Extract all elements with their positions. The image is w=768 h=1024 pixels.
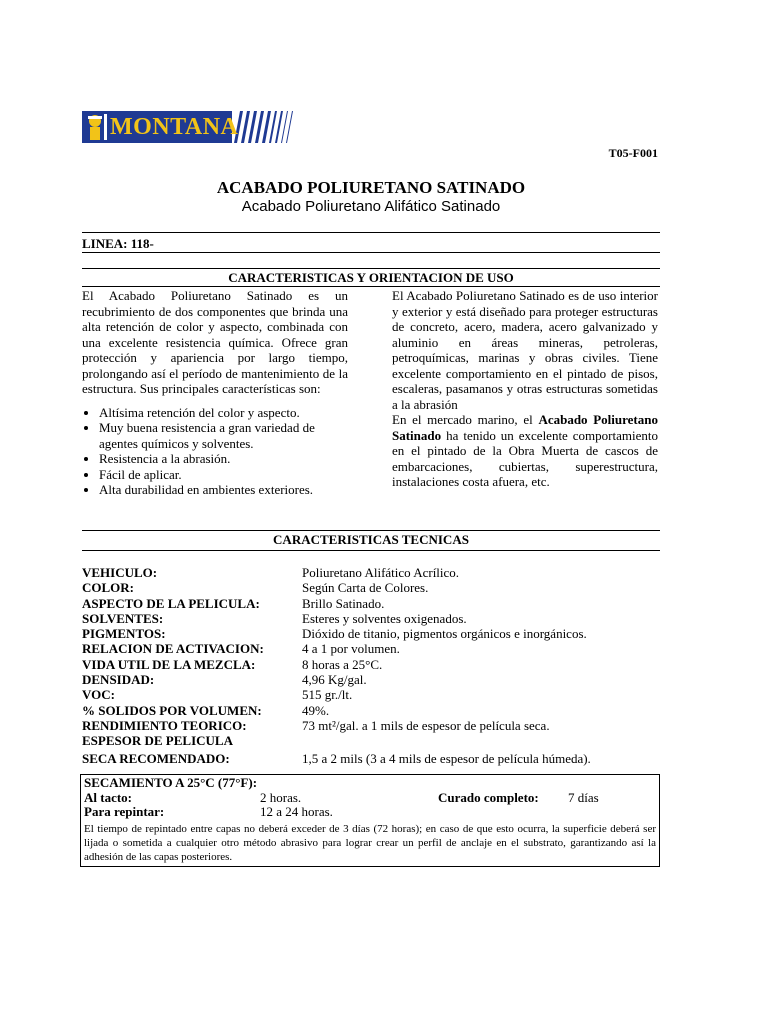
marine-product-name: Acabado Poliuretano Satinado: [392, 412, 658, 443]
divider: [82, 268, 660, 269]
spec-row: [82, 565, 660, 580]
repintar-value: 12 a 24 horas.: [260, 804, 333, 819]
usage-marine: [392, 412, 658, 490]
spec-label: COLOR:: [82, 580, 134, 596]
brand-name: MONTANA: [110, 114, 239, 140]
curado-label: Curado completo:: [438, 789, 539, 805]
spec-row: [82, 580, 660, 595]
spec-label: VOC:: [82, 687, 115, 703]
product-title: ACABADO POLIURETANO SATINADO: [216, 178, 526, 197]
spec-label: SECA RECOMENDADO:: [82, 750, 230, 766]
divider: [82, 252, 660, 253]
spec-value: 1,5 a 2 mils (3 a 4 mils de espesor de película húmeda).: [302, 750, 591, 766]
spec-label: % SOLIDOS POR VOLUMEN:: [82, 702, 262, 718]
spec-label: PIGMENTOS:: [82, 626, 166, 642]
usage-application: El Acabado Poliuretano Satinado es de uso interior y exterior y está diseñado para proteger estructuras de concreto, acero, madera, acero galvanizado y aluminio en áreas mineras, petroleras, petroquímicas, marinas y obras civiles. Tiene excelente comportamiento en el pintado de pisos, escaleras, pasamanos y otras estructuras sometidas a la abrasión: [392, 288, 658, 412]
document-code: T05-F001: [608, 146, 658, 160]
marine-text-end: ha tenido un excelente comportamiento en el pintado de la Obra Muerta de cascos de embarcaciones, cubiertas, superestructura, instalaciones costa afuera, etc.: [392, 427, 658, 489]
spec-row: [82, 718, 660, 733]
product-line: LINEA: 118-: [82, 236, 154, 251]
features-list: [82, 405, 348, 498]
drying-heading: SECAMIENTO A 25°C (77°F):: [84, 775, 258, 790]
list-item: • Muy buena resistencia a gran variedad de agentes químicos y solventes.: [99, 420, 348, 451]
list-item: • Resistencia a la abrasión.: [99, 451, 348, 467]
curado-value: 7 días: [568, 789, 599, 805]
spec-row: [82, 657, 660, 672]
technical-specs: [82, 565, 660, 766]
drying-note: El tiempo de repintado entre capas no deberá exceder de 3 días (72 horas); en caso de que esto ocurra, la superficie deberá ser lijada o sometida a cualquier otro método abrasivo para lograr crear un perfil de anclaje en el substrato, garantizando así la adhesión de las capas posteriores.: [84, 822, 656, 863]
technical-heading: CARACTERISTICAS TECNICAS: [273, 532, 469, 547]
spec-label: SOLVENTES:: [82, 610, 164, 626]
drying-row: [84, 791, 656, 806]
list-item: • Fácil de aplicar.: [99, 467, 348, 483]
spec-label: ESPESOR DE PELICULA: [82, 733, 233, 749]
divider: [82, 550, 660, 551]
drying-box: [80, 774, 660, 867]
spec-label: ASPECTO DE LA PELICULA:: [82, 595, 260, 611]
spec-value: 4,96 Kg/gal.: [302, 672, 367, 688]
spec-value: 49%.: [302, 702, 330, 718]
spec-row: [82, 733, 660, 748]
usage-right-column: [392, 288, 658, 490]
usage-description: El Acabado Poliuretano Satinado es un recubrimiento de dos componentes que brinda una alta retención de color y aspecto, combinada con una excelente resistencia química. Ofrece gran protección y apariencia por largo tiempo, prolongando así el período de mantenimiento de la estructura. Sus principales características son:: [82, 288, 348, 396]
divider: [82, 286, 660, 287]
repintar-label: Para repintar:: [84, 804, 165, 819]
spec-value: [302, 733, 660, 748]
spec-value: Esteres y solventes oxigenados.: [302, 610, 467, 626]
spec-row: [82, 641, 660, 656]
spec-value: 73 mt²/gal. a 1 mils de espesor de película seca.: [302, 717, 550, 733]
spec-value: Brillo Satinado.: [302, 595, 385, 611]
usage-left-column: [82, 288, 348, 498]
spec-value: Dióxido de titanio, pigmentos orgánicos e inorgánicos.: [302, 626, 587, 642]
montana-logo: [82, 108, 300, 146]
marine-text-start: En el mercado marino, el: [392, 412, 539, 427]
spec-label: DENSIDAD:: [82, 672, 155, 688]
spec-row: [82, 703, 660, 718]
spec-label: VEHICULO:: [82, 565, 158, 580]
list-item: • Altísima retención del color y aspecto.: [99, 405, 348, 421]
spec-label: VIDA UTIL DE LA MEZCLA:: [82, 656, 256, 672]
spec-label: RELACION DE ACTIVACION:: [82, 641, 264, 657]
divider: [82, 232, 660, 233]
spec-row: [82, 626, 660, 641]
spec-value: 4 a 1 por volumen.: [302, 641, 400, 657]
product-subtitle: Acabado Poliuretano Alifático Satinado: [241, 198, 501, 215]
spec-value: Poliuretano Alifático Acrílico.: [302, 565, 460, 580]
drying-row: [84, 805, 656, 820]
usage-heading: CARACTERISTICAS Y ORIENTACION DE USO: [228, 270, 514, 285]
spec-row: [82, 751, 660, 766]
tacto-label: Al tacto:: [84, 789, 133, 805]
list-item: • Alta durabilidad en ambientes exteriores.: [99, 482, 348, 498]
spec-value: 8 horas a 25°C.: [302, 656, 383, 672]
spec-row: [82, 596, 660, 611]
spec-value: 515 gr./lt.: [302, 687, 353, 703]
spec-row: [82, 672, 660, 687]
spec-value: Según Carta de Colores.: [302, 580, 429, 596]
spec-row: [82, 687, 660, 702]
divider: [82, 530, 660, 531]
tacto-value: 2 horas.: [260, 789, 302, 805]
drying-heading-row: [84, 776, 656, 791]
spec-label: RENDIMIENTO TEORICO:: [82, 717, 247, 733]
spec-row: [82, 611, 660, 626]
